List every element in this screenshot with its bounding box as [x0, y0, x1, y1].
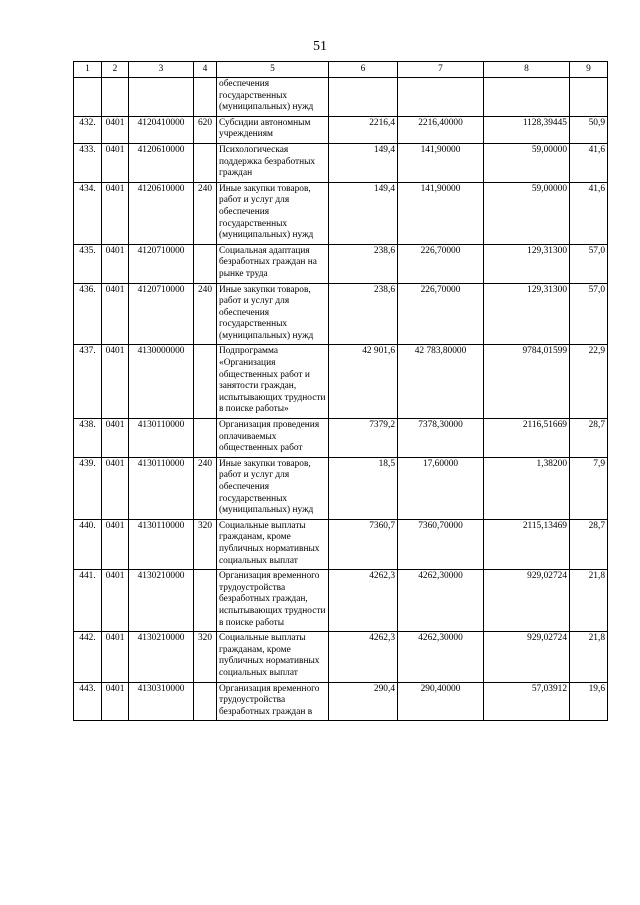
- execution-percent-cell: 21,8: [570, 570, 608, 632]
- row-number-cell: 443.: [74, 682, 102, 721]
- target-code-cell: 4120610000: [129, 182, 194, 244]
- row-number-cell: 438.: [74, 419, 102, 458]
- expense-type-cell: [194, 570, 217, 632]
- target-code-cell: 4120710000: [129, 283, 194, 345]
- item-name-cell: Организация временного трудоустройства безработных граждан, испытывающих трудности в поиске работы: [217, 570, 329, 632]
- executed-amount-cell: 59,00000: [484, 143, 570, 182]
- row-number-cell: 440.: [74, 519, 102, 569]
- column-header: 6: [329, 62, 398, 78]
- expense-type-cell: [194, 682, 217, 721]
- executed-amount-cell: 929,02724: [484, 570, 570, 632]
- execution-percent-cell: 28,7: [570, 419, 608, 458]
- expense-type-cell: 620: [194, 116, 217, 143]
- item-name-cell: Иные закупки товаров, работ и услуг для обеспечения государственных (муниципальных) нужд: [217, 457, 329, 519]
- refined-amount-cell: 7360,70000: [398, 519, 484, 569]
- section-code-cell: 0401: [102, 632, 129, 682]
- expense-type-cell: 320: [194, 519, 217, 569]
- row-number-cell: [74, 78, 102, 117]
- executed-amount-cell: [484, 78, 570, 117]
- table-row: [74, 116, 608, 143]
- table-row: [74, 457, 608, 519]
- refined-amount-cell: 2216,40000: [398, 116, 484, 143]
- column-header: 9: [570, 62, 608, 78]
- executed-amount-cell: 1,38200: [484, 457, 570, 519]
- column-header: 5: [217, 62, 329, 78]
- approved-amount-cell: 238,6: [329, 244, 398, 283]
- expense-type-cell: [194, 143, 217, 182]
- item-name-cell: Организация проведения оплачиваемых общественных работ: [217, 419, 329, 458]
- item-name-cell: обеспечения государственных (муниципальных) нужд: [217, 78, 329, 117]
- approved-amount-cell: 4262,3: [329, 632, 398, 682]
- column-header: 2: [102, 62, 129, 78]
- expense-type-cell: [194, 345, 217, 419]
- budget-table: [73, 61, 608, 721]
- table-row: [74, 682, 608, 721]
- execution-percent-cell: 50,9: [570, 116, 608, 143]
- section-code-cell: 0401: [102, 116, 129, 143]
- expense-type-cell: [194, 419, 217, 458]
- row-number-cell: 441.: [74, 570, 102, 632]
- execution-percent-cell: 41,6: [570, 182, 608, 244]
- target-code-cell: 4130310000: [129, 682, 194, 721]
- section-code-cell: 0401: [102, 143, 129, 182]
- row-number-cell: 437.: [74, 345, 102, 419]
- approved-amount-cell: 149,4: [329, 182, 398, 244]
- execution-percent-cell: 57,0: [570, 283, 608, 345]
- execution-percent-cell: 28,7: [570, 519, 608, 569]
- refined-amount-cell: 141,90000: [398, 143, 484, 182]
- item-name-cell: Организация временного трудоустройства безработных граждан в: [217, 682, 329, 721]
- table-row: [74, 78, 608, 117]
- table-row: [74, 419, 608, 458]
- table-row: [74, 570, 608, 632]
- execution-percent-cell: 7,9: [570, 457, 608, 519]
- section-code-cell: 0401: [102, 283, 129, 345]
- refined-amount-cell: 290,40000: [398, 682, 484, 721]
- section-code-cell: 0401: [102, 457, 129, 519]
- executed-amount-cell: 929,02724: [484, 632, 570, 682]
- execution-percent-cell: 22,9: [570, 345, 608, 419]
- row-number-cell: 442.: [74, 632, 102, 682]
- approved-amount-cell: 290,4: [329, 682, 398, 721]
- table-row: [74, 632, 608, 682]
- target-code-cell: 4130210000: [129, 570, 194, 632]
- table-header-row: [74, 62, 608, 78]
- column-header: 4: [194, 62, 217, 78]
- approved-amount-cell: 4262,3: [329, 570, 398, 632]
- table-row: [74, 283, 608, 345]
- target-code-cell: 4120610000: [129, 143, 194, 182]
- refined-amount-cell: 141,90000: [398, 182, 484, 244]
- item-name-cell: Иные закупки товаров, работ и услуг для обеспечения государственных (муниципальных) нужд: [217, 182, 329, 244]
- expense-type-cell: [194, 78, 217, 117]
- expense-type-cell: 240: [194, 283, 217, 345]
- target-code-cell: 4130110000: [129, 419, 194, 458]
- section-code-cell: 0401: [102, 519, 129, 569]
- item-name-cell: Иные закупки товаров, работ и услуг для обеспечения государственных (муниципальных) нужд: [217, 283, 329, 345]
- approved-amount-cell: 7379,2: [329, 419, 398, 458]
- approved-amount-cell: [329, 78, 398, 117]
- expense-type-cell: 240: [194, 457, 217, 519]
- refined-amount-cell: 226,70000: [398, 244, 484, 283]
- section-code-cell: 0401: [102, 682, 129, 721]
- approved-amount-cell: 149,4: [329, 143, 398, 182]
- row-number-cell: 433.: [74, 143, 102, 182]
- target-code-cell: 4120710000: [129, 244, 194, 283]
- target-code-cell: 4120410000: [129, 116, 194, 143]
- table-row: [74, 143, 608, 182]
- row-number-cell: 436.: [74, 283, 102, 345]
- target-code-cell: 4130210000: [129, 632, 194, 682]
- table-row: [74, 182, 608, 244]
- item-name-cell: Субсидии автономным учреждениям: [217, 116, 329, 143]
- column-header: 7: [398, 62, 484, 78]
- approved-amount-cell: 18,5: [329, 457, 398, 519]
- item-name-cell: Социальные выплаты гражданам, кроме публичных нормативных социальных выплат: [217, 519, 329, 569]
- item-name-cell: Социальная адаптация безработных граждан на рынке труда: [217, 244, 329, 283]
- executed-amount-cell: 129,31300: [484, 283, 570, 345]
- refined-amount-cell: 226,70000: [398, 283, 484, 345]
- executed-amount-cell: 57,03912: [484, 682, 570, 721]
- row-number-cell: 432.: [74, 116, 102, 143]
- approved-amount-cell: 2216,4: [329, 116, 398, 143]
- row-number-cell: 439.: [74, 457, 102, 519]
- executed-amount-cell: 2116,51669: [484, 419, 570, 458]
- section-code-cell: 0401: [102, 419, 129, 458]
- executed-amount-cell: 2115,13469: [484, 519, 570, 569]
- execution-percent-cell: 21,8: [570, 632, 608, 682]
- section-code-cell: 0401: [102, 345, 129, 419]
- item-name-cell: Социальные выплаты гражданам, кроме публичных нормативных социальных выплат: [217, 632, 329, 682]
- page-number: 51: [313, 39, 327, 54]
- column-header: 8: [484, 62, 570, 78]
- expense-type-cell: 320: [194, 632, 217, 682]
- approved-amount-cell: 238,6: [329, 283, 398, 345]
- executed-amount-cell: 9784,01599: [484, 345, 570, 419]
- table-row: [74, 244, 608, 283]
- row-number-cell: 435.: [74, 244, 102, 283]
- expense-type-cell: 240: [194, 182, 217, 244]
- table-row: [74, 519, 608, 569]
- section-code-cell: 0401: [102, 182, 129, 244]
- section-code-cell: 0401: [102, 570, 129, 632]
- approved-amount-cell: 42 901,6: [329, 345, 398, 419]
- column-header: 3: [129, 62, 194, 78]
- executed-amount-cell: 129,31300: [484, 244, 570, 283]
- refined-amount-cell: 7378,30000: [398, 419, 484, 458]
- execution-percent-cell: [570, 78, 608, 117]
- row-number-cell: 434.: [74, 182, 102, 244]
- approved-amount-cell: 7360,7: [329, 519, 398, 569]
- target-code-cell: [129, 78, 194, 117]
- target-code-cell: 4130110000: [129, 519, 194, 569]
- refined-amount-cell: 4262,30000: [398, 632, 484, 682]
- refined-amount-cell: 42 783,80000: [398, 345, 484, 419]
- executed-amount-cell: 1128,39445: [484, 116, 570, 143]
- execution-percent-cell: 57,0: [570, 244, 608, 283]
- target-code-cell: 4130110000: [129, 457, 194, 519]
- refined-amount-cell: 4262,30000: [398, 570, 484, 632]
- section-code-cell: [102, 78, 129, 117]
- item-name-cell: Подпрограмма «Организация общественных работ и занятости граждан, испытывающих трудности в поиске работы»: [217, 345, 329, 419]
- expense-type-cell: [194, 244, 217, 283]
- refined-amount-cell: [398, 78, 484, 117]
- table-row: [74, 345, 608, 419]
- executed-amount-cell: 59,00000: [484, 182, 570, 244]
- section-code-cell: 0401: [102, 244, 129, 283]
- column-header: 1: [74, 62, 102, 78]
- refined-amount-cell: 17,60000: [398, 457, 484, 519]
- item-name-cell: Психологическая поддержка безработных граждан: [217, 143, 329, 182]
- execution-percent-cell: 19,6: [570, 682, 608, 721]
- target-code-cell: 4130000000: [129, 345, 194, 419]
- execution-percent-cell: 41,6: [570, 143, 608, 182]
